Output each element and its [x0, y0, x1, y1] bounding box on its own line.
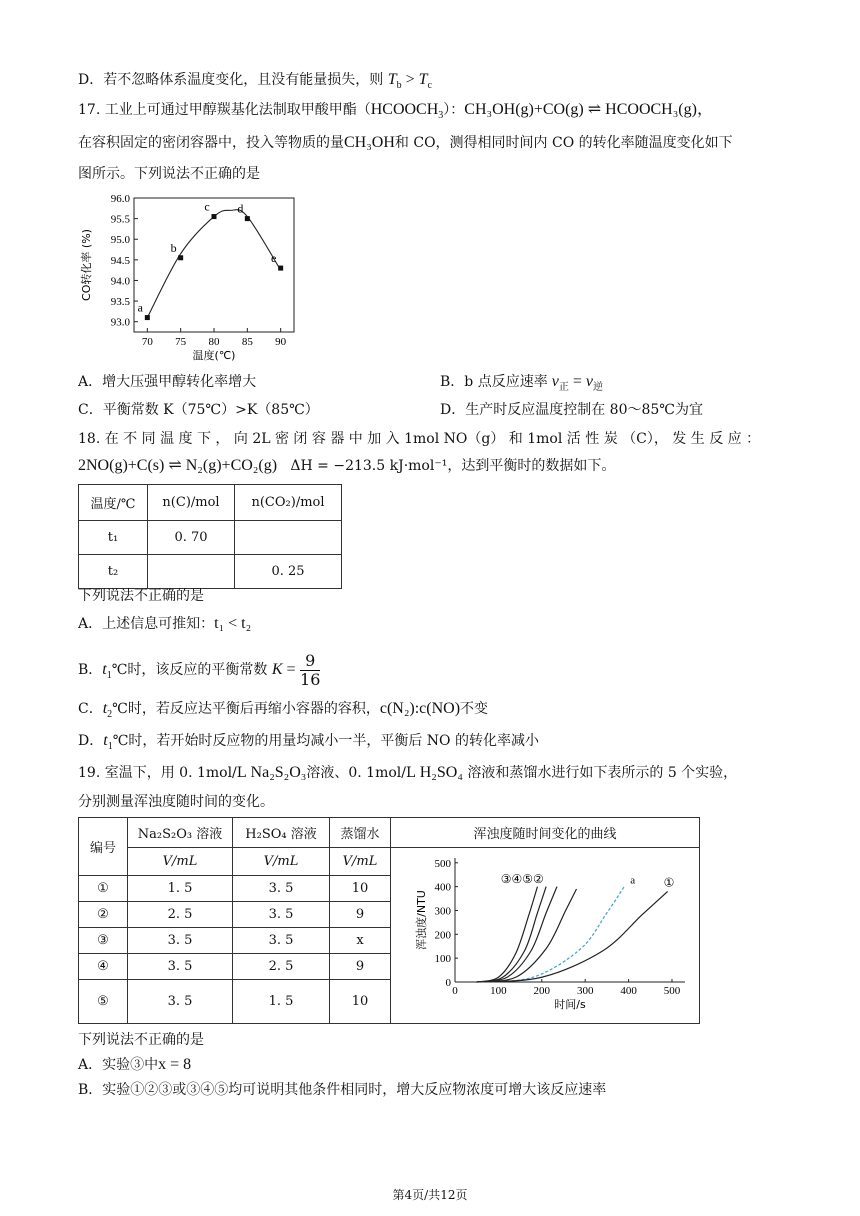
q18-option-d — [78, 731, 539, 757]
q18-cell: t₁ — [79, 521, 148, 555]
q19-stem2: 分别测量浑浊度随时间的变化。 — [78, 794, 274, 810]
q18-prompt — [78, 586, 204, 606]
y-tick-label: 0 — [445, 977, 451, 989]
q19-cell: ④ — [79, 954, 128, 980]
q18-option-c — [78, 699, 488, 725]
point-label-b: b — [170, 240, 177, 255]
q17-stem-line3 — [78, 164, 260, 184]
q19-cell: 3. 5 — [233, 902, 330, 928]
q19-cell: 3. 5 — [128, 954, 233, 980]
q17-stem2: 在容积固定的密闭容器中，投入等物质的量 — [78, 135, 344, 151]
fit-curve — [147, 210, 280, 318]
q18-option-b-k: K = — [271, 661, 296, 678]
q18-cell: 0. 70 — [148, 521, 235, 555]
y-tick-label: 95.5 — [110, 213, 130, 226]
data-point-a — [145, 315, 150, 320]
q18-cell: t₂ — [79, 555, 148, 589]
curve-labels-group: ③④⑤② — [500, 872, 544, 887]
turbidity-chart — [395, 846, 695, 1018]
q17-ch3oh: CH₃OH — [344, 134, 395, 151]
y-tick-label: 94.0 — [110, 275, 130, 288]
x-tick-label: 0 — [452, 985, 458, 997]
co-conversion-chart — [78, 186, 303, 361]
y-tick-label: 400 — [434, 881, 451, 894]
q19-unit: V/mL — [330, 848, 391, 876]
q19-prompt-text: 下列说法不正确的是 — [78, 1032, 204, 1048]
q19-option-a — [78, 1055, 191, 1075]
q18-option-a-math: t₁ < t₂ — [214, 615, 252, 632]
x-axis-label: 时间/s — [554, 998, 586, 1011]
q19-h2so4: H₂SO₄ — [419, 764, 463, 781]
y-tick-label: 96.0 — [110, 193, 130, 205]
q18-option-b-t1: $t_1$ — [102, 661, 112, 682]
q19-cell: 9 — [330, 954, 391, 980]
q18-prompt-text: 下列说法不正确的是 — [78, 588, 204, 604]
q19-th-na2s2o3: Na₂S₂O₃ 溶液 — [128, 818, 233, 848]
q17-option-a-text: A．增大压强甲醇转化率增大 — [78, 374, 257, 390]
q18-cell: 0. 25 — [235, 555, 342, 589]
q19-cell: x — [330, 928, 391, 954]
curve-label-a: a — [630, 874, 636, 887]
q18-option-c-end: 不变 — [460, 701, 489, 717]
y-axis-label: CO转化率 (%) — [80, 229, 93, 301]
q19-th-no: 编号 — [79, 818, 128, 876]
y-tick-label: 94.5 — [110, 254, 130, 267]
q19-cell: 3. 5 — [128, 928, 233, 954]
series-line-⑤ — [477, 887, 557, 982]
y-tick-label: 300 — [434, 905, 451, 918]
q19-cell: 3. 5 — [128, 980, 233, 1024]
x-tick-label: 500 — [663, 985, 681, 997]
q19-cell: ① — [79, 876, 128, 902]
q18-equation: 2NO(g)+C(s) ⇌ N₂(g)+CO₂(g) — [78, 457, 278, 474]
q19-cell: 2. 5 — [233, 954, 330, 980]
q19-cell: 10 — [330, 980, 391, 1024]
q19-stem1d: 溶液和蒸馏水进行如下表所示的 5 个实验， — [467, 765, 738, 781]
q18-option-c-t2: $t_2$ — [102, 700, 113, 721]
page-footer: 第4页/共12页 — [392, 1188, 468, 1202]
q17-option-d — [440, 400, 703, 420]
q19-prompt — [78, 1030, 204, 1050]
q18-stem-line1 — [78, 429, 778, 449]
q18-data-table — [78, 484, 342, 589]
q19-na2s2o3: Na₂S₂O₃ — [250, 764, 307, 781]
q19-option-b-text: B．实验①②③或③④⑤均可说明其他条件相同时，增大反应物浓度可增大该反应速率 — [78, 1082, 607, 1098]
q17-stem-line1 — [78, 100, 713, 126]
data-point-c — [212, 214, 217, 219]
q17-option-d-text: D．生产时反应温度控制在 80～85℃为宜 — [440, 402, 703, 418]
q19-option-b — [78, 1080, 606, 1100]
x-tick-label: 100 — [490, 985, 507, 997]
y-tick-label: 500 — [434, 857, 451, 870]
q18-stem1: 18. 在 不 同 温 度 下 ， 向 2L 密 闭 容 器 中 加 入 1mol NO（g） 和 1mol 活 性 炭 （C）， 发 生 反 应 ： — [78, 431, 761, 447]
q19-cell: 9 — [330, 902, 391, 928]
q18-option-b-mid: ℃时，该反应的平衡常数 — [111, 662, 268, 678]
q19-stem-line1 — [78, 763, 737, 783]
data-point-b — [178, 255, 183, 260]
q17-option-b — [440, 372, 603, 398]
q19-unit: V/mL — [233, 848, 330, 876]
q19-experiment-table — [78, 817, 700, 1024]
q18-option-c-text: C． — [78, 701, 103, 717]
q19-chart-cell — [391, 848, 700, 1024]
q17-option-a — [78, 372, 256, 392]
q17-equation: CH₃OH(g)+CO(g) ⇌ HCOOCH₃(g)， — [464, 101, 713, 118]
q19-cell: ③ — [79, 928, 128, 954]
point-label-d: d — [237, 201, 244, 216]
q19-cell: 10 — [330, 876, 391, 902]
data-point-e — [278, 266, 283, 271]
q19-cell: 2. 5 — [128, 902, 233, 928]
q17-option-c — [78, 400, 319, 420]
table-row — [79, 555, 342, 589]
q18-option-c-math: c(N₂):c(NO) — [379, 700, 461, 717]
q17-product-formula: $HCOOCH_3$ — [370, 101, 444, 122]
x-tick-label: 85 — [241, 336, 253, 348]
q19-cell: ⑤ — [79, 980, 128, 1024]
q18-option-b-text: B． — [78, 662, 103, 678]
fraction-denominator: 16 — [300, 669, 321, 689]
q19-option-a-text: A．实验③中 — [78, 1057, 159, 1073]
q17-option-b-math: $v_正 = v_逆$ — [551, 373, 603, 394]
y-tick-label: 93.5 — [110, 296, 130, 309]
q18-cell — [235, 521, 342, 555]
q18-option-b-fraction — [300, 652, 320, 689]
x-tick-label: 300 — [576, 985, 594, 997]
q18-option-c-mid: ℃时，若反应达平衡后再缩小容器的容积， — [112, 701, 380, 717]
point-label-a: a — [137, 300, 143, 315]
q19-stem1b: 溶液、0. 1mol/L — [306, 765, 416, 781]
q19-option-a-math: x = 8 — [158, 1056, 192, 1073]
x-axis-label: 温度(℃) — [192, 349, 236, 361]
y-tick-label: 93.0 — [110, 316, 130, 329]
q18-th-temp: 温度/℃ — [79, 485, 148, 521]
q18-option-d-mid: ℃时，若开始时反应物的用量均减小一半，平衡后 NO 的转化率减小 — [112, 733, 539, 749]
point-label-c: c — [204, 199, 210, 214]
q17-stem1b: ）： — [443, 102, 465, 118]
x-tick-label: 75 — [175, 336, 187, 348]
x-tick-label: 70 — [141, 336, 153, 348]
q17-stem3: 图所示。下列说法不正确的是 — [78, 166, 260, 182]
y-axis-label: 浑浊度/NTU — [415, 890, 428, 950]
q18-stem-line2 — [78, 456, 615, 476]
y-tick-label: 95.0 — [110, 234, 130, 247]
q19-cell: ② — [79, 902, 128, 928]
q17-stem2b: 和 CO，测得相同时间内 CO 的转化率随温度变化如下 — [394, 135, 733, 151]
q18-option-d-text: D． — [78, 733, 104, 749]
point-label-e: e — [271, 251, 277, 266]
series-line-① — [477, 891, 668, 982]
q18-option-a-text: A．上述信息可推知： — [78, 616, 215, 632]
q16-option-d-math: $T_b > T_c$ — [387, 71, 432, 92]
y-tick-label: 200 — [434, 929, 451, 942]
series-line-④ — [477, 887, 546, 982]
q19-cell: 1. 5 — [233, 980, 330, 1024]
x-tick-label: 200 — [533, 985, 551, 997]
q18-cell — [148, 555, 235, 589]
data-point-d — [245, 216, 250, 221]
q18-th-nc: n(C)/mol — [148, 485, 235, 521]
q19-th-h2so4: H₂SO₄ 溶液 — [233, 818, 330, 848]
q19-th-curve: 浑浊度随时间变化的曲线 — [391, 818, 700, 848]
table-row — [79, 521, 342, 555]
q18-option-d-t1: $t_1$ — [103, 732, 113, 753]
q18-th-nco2: n(CO₂)/mol — [235, 485, 342, 521]
q19-unit: V/mL — [128, 848, 233, 876]
x-tick-label: 90 — [275, 336, 287, 348]
q17-option-b-text: B．b 点反应速率 — [440, 374, 548, 390]
q19-cell: 3. 5 — [233, 928, 330, 954]
q17-stem-line2 — [78, 133, 733, 153]
q16-option-d — [78, 70, 432, 96]
q18-option-a — [78, 614, 251, 634]
curve-label-1: ① — [663, 875, 675, 890]
series-line-② — [477, 889, 577, 982]
x-tick-label: 80 — [208, 336, 220, 348]
q19-cell: 3. 5 — [233, 876, 330, 902]
q19-cell: 1. 5 — [128, 876, 233, 902]
q19-th-water: 蒸馏水 — [330, 818, 391, 848]
q19-stem-line2 — [78, 792, 274, 812]
fraction-numerator: 9 — [300, 652, 320, 671]
x-tick-label: 400 — [620, 985, 637, 997]
q17-stem1: 17. 工业上可通过甲醇羰基化法制取甲酸甲酯（ — [78, 102, 371, 118]
series-line-③ — [477, 887, 538, 982]
y-tick-label: 100 — [434, 953, 451, 966]
q18-dh: ΔH = −213.5 kJ·mol⁻¹，达到平衡时的数据如下。 — [290, 458, 616, 474]
q17-option-c-text: C．平衡常数 K（75℃）>K（85℃） — [78, 402, 319, 418]
q19-stem1: 19. 室温下，用 0. 1mol/L — [78, 765, 247, 781]
q18-option-b — [78, 650, 320, 696]
q16-option-d-text: D．若不忽略体系温度变化，且没有能量损失，则 — [78, 72, 384, 88]
